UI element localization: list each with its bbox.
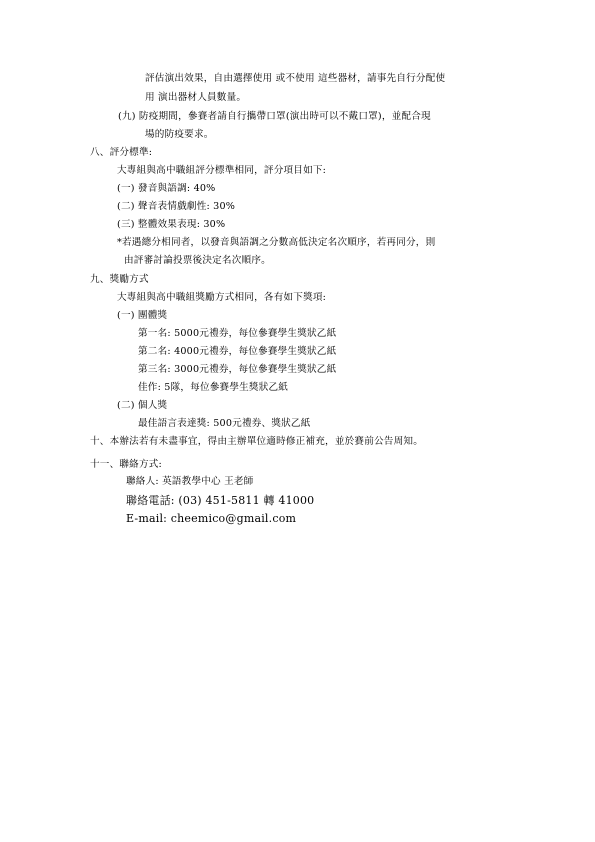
section8-intro: 大專組與高中職組評分標準相同，評分項目如下: xyxy=(117,165,327,176)
section8-criterion-2: (二) 聲音表情戲劇性: 30% xyxy=(117,201,236,212)
section9-group-award-heading: (一) 團體獎 xyxy=(117,310,168,321)
section10-text: 十、本辦法若有未盡事宜，得由主辦單位適時修正補充，並於賽前公告周知。 xyxy=(90,436,423,447)
section8-tiebreak-note-line1: *若遇總分相同者，以發音與語調之分數高低決定名次順序，若再同分，則 xyxy=(117,237,436,248)
section9-group-first-place: 第一名: 5000元禮券，每位參賽學生獎狀乙紙 xyxy=(138,328,337,339)
section8-heading: 八、評分標準: xyxy=(90,147,153,158)
section9-intro: 大專組與高中職組獎勵方式相同，各有如下獎項: xyxy=(117,292,327,303)
section9-heading: 九、獎勵方式 xyxy=(90,274,149,285)
section9-individual-best-expression: 最佳語言表達獎: 500元禮券、獎狀乙紙 xyxy=(138,418,311,429)
section7-item9-line1: (九) 防疫期間，參賽者請自行攜帶口罩(演出時可以不戴口罩)，並配合現 xyxy=(118,111,431,122)
section7-continuation-line2: 用 演出器材人員數量。 xyxy=(145,92,247,103)
section7-continuation-line1: 評估演出效果，自由選擇使用 或不使用 這些器材，請事先自行分配使 xyxy=(145,73,446,84)
section9-group-third-place: 第三名: 3000元禮券，每位參賽學生獎狀乙紙 xyxy=(138,364,337,375)
section8-tiebreak-note-line2: 由評審討論投票後決定名次順序。 xyxy=(124,255,271,266)
section9-individual-award-heading: (二) 個人獎 xyxy=(117,400,168,411)
section11-contact-email: E-mail: cheemico@gmail.com xyxy=(126,512,297,525)
section11-contact-phone: 聯絡電話: (03) 451-5811 轉 41000 xyxy=(126,494,315,507)
section8-criterion-3: (三) 整體效果表現: 30% xyxy=(117,219,226,230)
section7-item9-line2: 場的防疫要求。 xyxy=(145,129,214,140)
section9-group-second-place: 第二名: 4000元禮券，每位參賽學生獎狀乙紙 xyxy=(138,346,337,357)
section11-contact-person: 聯絡人: 英語教學中心 王老師 xyxy=(126,476,254,487)
section11-heading: 十一、聯絡方式: xyxy=(90,459,162,470)
section8-criterion-1: (一) 發音與語調: 40% xyxy=(117,183,216,194)
section9-group-honorable-mention: 佳作: 5隊，每位參賽學生獎狀乙紙 xyxy=(138,382,289,393)
